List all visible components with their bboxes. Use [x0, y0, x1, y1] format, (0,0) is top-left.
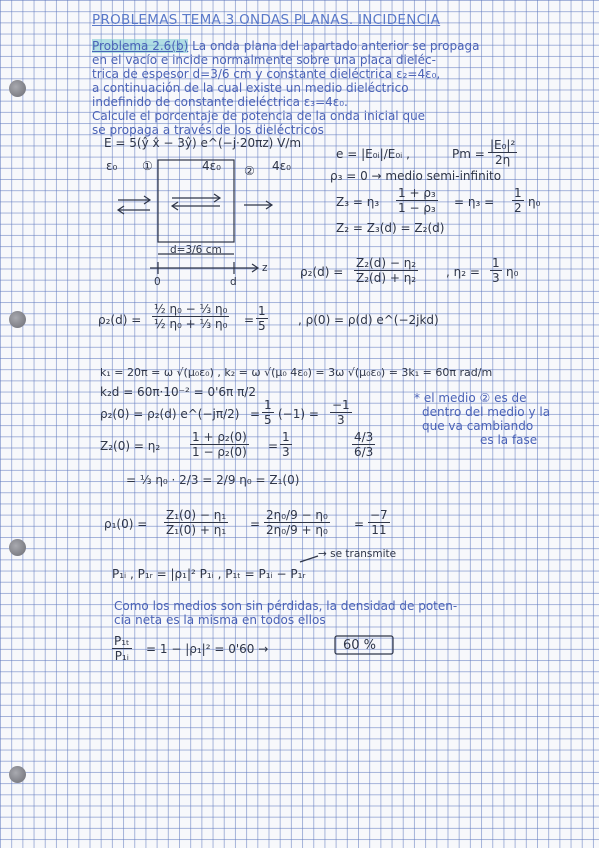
rho-big-left: ρ₂(d) =: [98, 313, 142, 327]
z20-third: $\frac{1}{3}$: [282, 430, 290, 459]
fifth-fraction: $\frac{1}{5}$: [258, 304, 266, 333]
note-line: es la fase: [480, 433, 538, 447]
statement-line: en el vacío e incide normalmente sobre una placa dieléc-: [92, 53, 436, 67]
half-fraction: $\frac{1}{2}$: [514, 186, 522, 215]
power-ratio: $\frac{\text{P₁ₜ}}{\text{P₁ᵢ}}$: [114, 634, 130, 663]
k-values: k₁ = 20π = ω √(μ₀ε₀) , k₂ = ω √(μ₀ 4ε₀) = 3ω √(μ₀ε₀) = 3k₁ = 60π rad/m: [100, 366, 493, 379]
z20-result: = ⅓ η₀ · 2/3 = 2/9 η₀ = Z₁(0): [126, 473, 300, 487]
ratio-expr: = 1 − |ρ₁|² = 0'60 →: [146, 642, 269, 656]
problem-label: Problema 2.6(b): [92, 39, 189, 53]
rho20-fifth: $\frac{1}{5}$: [264, 398, 272, 427]
pm-label: Pm =: [452, 147, 485, 161]
conclusion-line: cia neta es la misma en todos ellos: [114, 613, 326, 627]
region-1: ①: [142, 159, 153, 173]
z3-right: = η₃ =: [454, 195, 495, 209]
z2d-eq: Z₂ = Z₃(d) = Z₂(d): [336, 221, 445, 235]
pm-fraction: $\frac{\text{|E₀|²}}{2\eta}$: [490, 138, 516, 167]
rho-big-eq: =: [244, 313, 255, 327]
rho2d-fraction: $\frac{\text{Z₂(d) − η₂}}{\text{Z₂(d) + η₂}}$: [356, 256, 417, 285]
final-result: 60 %: [343, 638, 377, 653]
region-2: ②: [244, 164, 255, 178]
note-line: que va cambiando: [422, 419, 534, 433]
rho20-result: $\frac{-1}{3}$: [332, 398, 350, 427]
statement-line: se propaga a través de los dieléctricos: [92, 123, 324, 137]
statement-line: Calcule el porcentaje de potencia de la onda inicial que: [92, 109, 426, 123]
rho20-mid: (−1) =: [278, 407, 319, 421]
z3-fraction: $\frac{\text{1 + ρ₃}}{\text{1 − ρ₃}}$: [398, 186, 436, 215]
z20-left: Z₂(0) = η₂: [100, 439, 161, 453]
conclusion-line: Como los medios son sin pérdidas, la densidad de poten-: [114, 599, 458, 613]
eta2-left: , η₂ =: [446, 265, 480, 279]
rho10-fraction: $\frac{\text{Z₁(0) − η₁}}{\text{Z₁(0) + η₁}}$: [166, 508, 227, 537]
z3-left: Z₃ = η₃: [336, 195, 380, 209]
page-title: PROBLEMAS TEMA 3 ONDAS PLANAS. INCIDENCIA: [92, 12, 441, 28]
z20-ratio: $\frac{4/3}{6/3}$: [354, 430, 374, 459]
rho-big-fraction: $\frac{\text{½ η₀ − ⅓ η₀}}{\text{½ η₀ + ⅓ η₀}}$: [154, 302, 228, 331]
z20-fraction: $\frac{\text{1 + ρ₂(0)}}{\text{1 − ρ₂(0)}}$: [192, 430, 247, 459]
thickness-label: d=3/6 cm: [170, 244, 222, 256]
rho10-equal2: =: [354, 517, 365, 531]
note-line: dentro del medio y la: [422, 405, 551, 419]
rho10-left: ρ₁(0) =: [104, 517, 148, 531]
origin-label: 0: [154, 276, 161, 288]
statement-line: a continuación de la cual existe un medio dieléctrico: [92, 81, 409, 95]
d-label: d: [230, 276, 237, 288]
rho10-fraction2: $\frac{\text{2η₀/9 − η₀}}{\text{2η₀/9 + η₀}}$: [266, 508, 328, 537]
eta2-eta0: η₀: [506, 265, 519, 279]
eps-zero: ε₀: [106, 159, 118, 173]
rho0-expr: , ρ(0) = ρ(d) e^(−2jkd): [298, 313, 439, 327]
statement-line: indefinido de constante dieléctrica ε₃=4ε₀.: [92, 95, 348, 109]
statement-line: La onda plana del apartado anterior se propaga: [192, 39, 480, 53]
transmit-pointer: [300, 556, 318, 562]
eps-right: 4ε₀: [272, 159, 291, 173]
eta0: η₀: [528, 195, 541, 209]
slab-outline: [158, 160, 234, 242]
transmit-note: → se transmite: [318, 548, 397, 560]
z-label: z: [262, 262, 268, 274]
k2d-eq: k₂d = 60π·10⁻² = 0'6π π/2: [100, 385, 256, 399]
eta2-fraction: $\frac{1}{3}$: [492, 256, 500, 285]
note-line: * el medio ② es de: [414, 391, 527, 405]
rho10-equal: =: [250, 517, 261, 531]
unit-vector-eq: e = |E₀ᵢ|/E₀ᵢ ,: [336, 147, 410, 161]
rho3-eq: ρ₃ = 0 → medio semi-infinito: [330, 169, 502, 183]
rho2d-left: ρ₂(d) =: [300, 265, 344, 279]
rho20-equal: =: [250, 407, 261, 421]
power-eq: P₁ᵢ , P₁ᵣ = |ρ₁|² P₁ᵢ , P₁ₜ = P₁ᵢ − P₁ᵣ: [112, 567, 306, 581]
statement-line: trica de espesor d=3/6 cm y constante dieléctrica ε₂=4ε₀,: [92, 67, 441, 81]
eps-slab: 4ε₀: [202, 159, 221, 173]
rho20-eq: ρ₂(0) = ρ₂(d) e^(−jπ/2): [100, 407, 240, 421]
rho10-result: $\frac{-7}{11}$: [370, 508, 388, 537]
z20-equal: =: [268, 439, 279, 453]
incident-field: E = 5(ŷ x̂ − 3ŷ) e^(−j·20πz) V/m: [104, 136, 302, 150]
